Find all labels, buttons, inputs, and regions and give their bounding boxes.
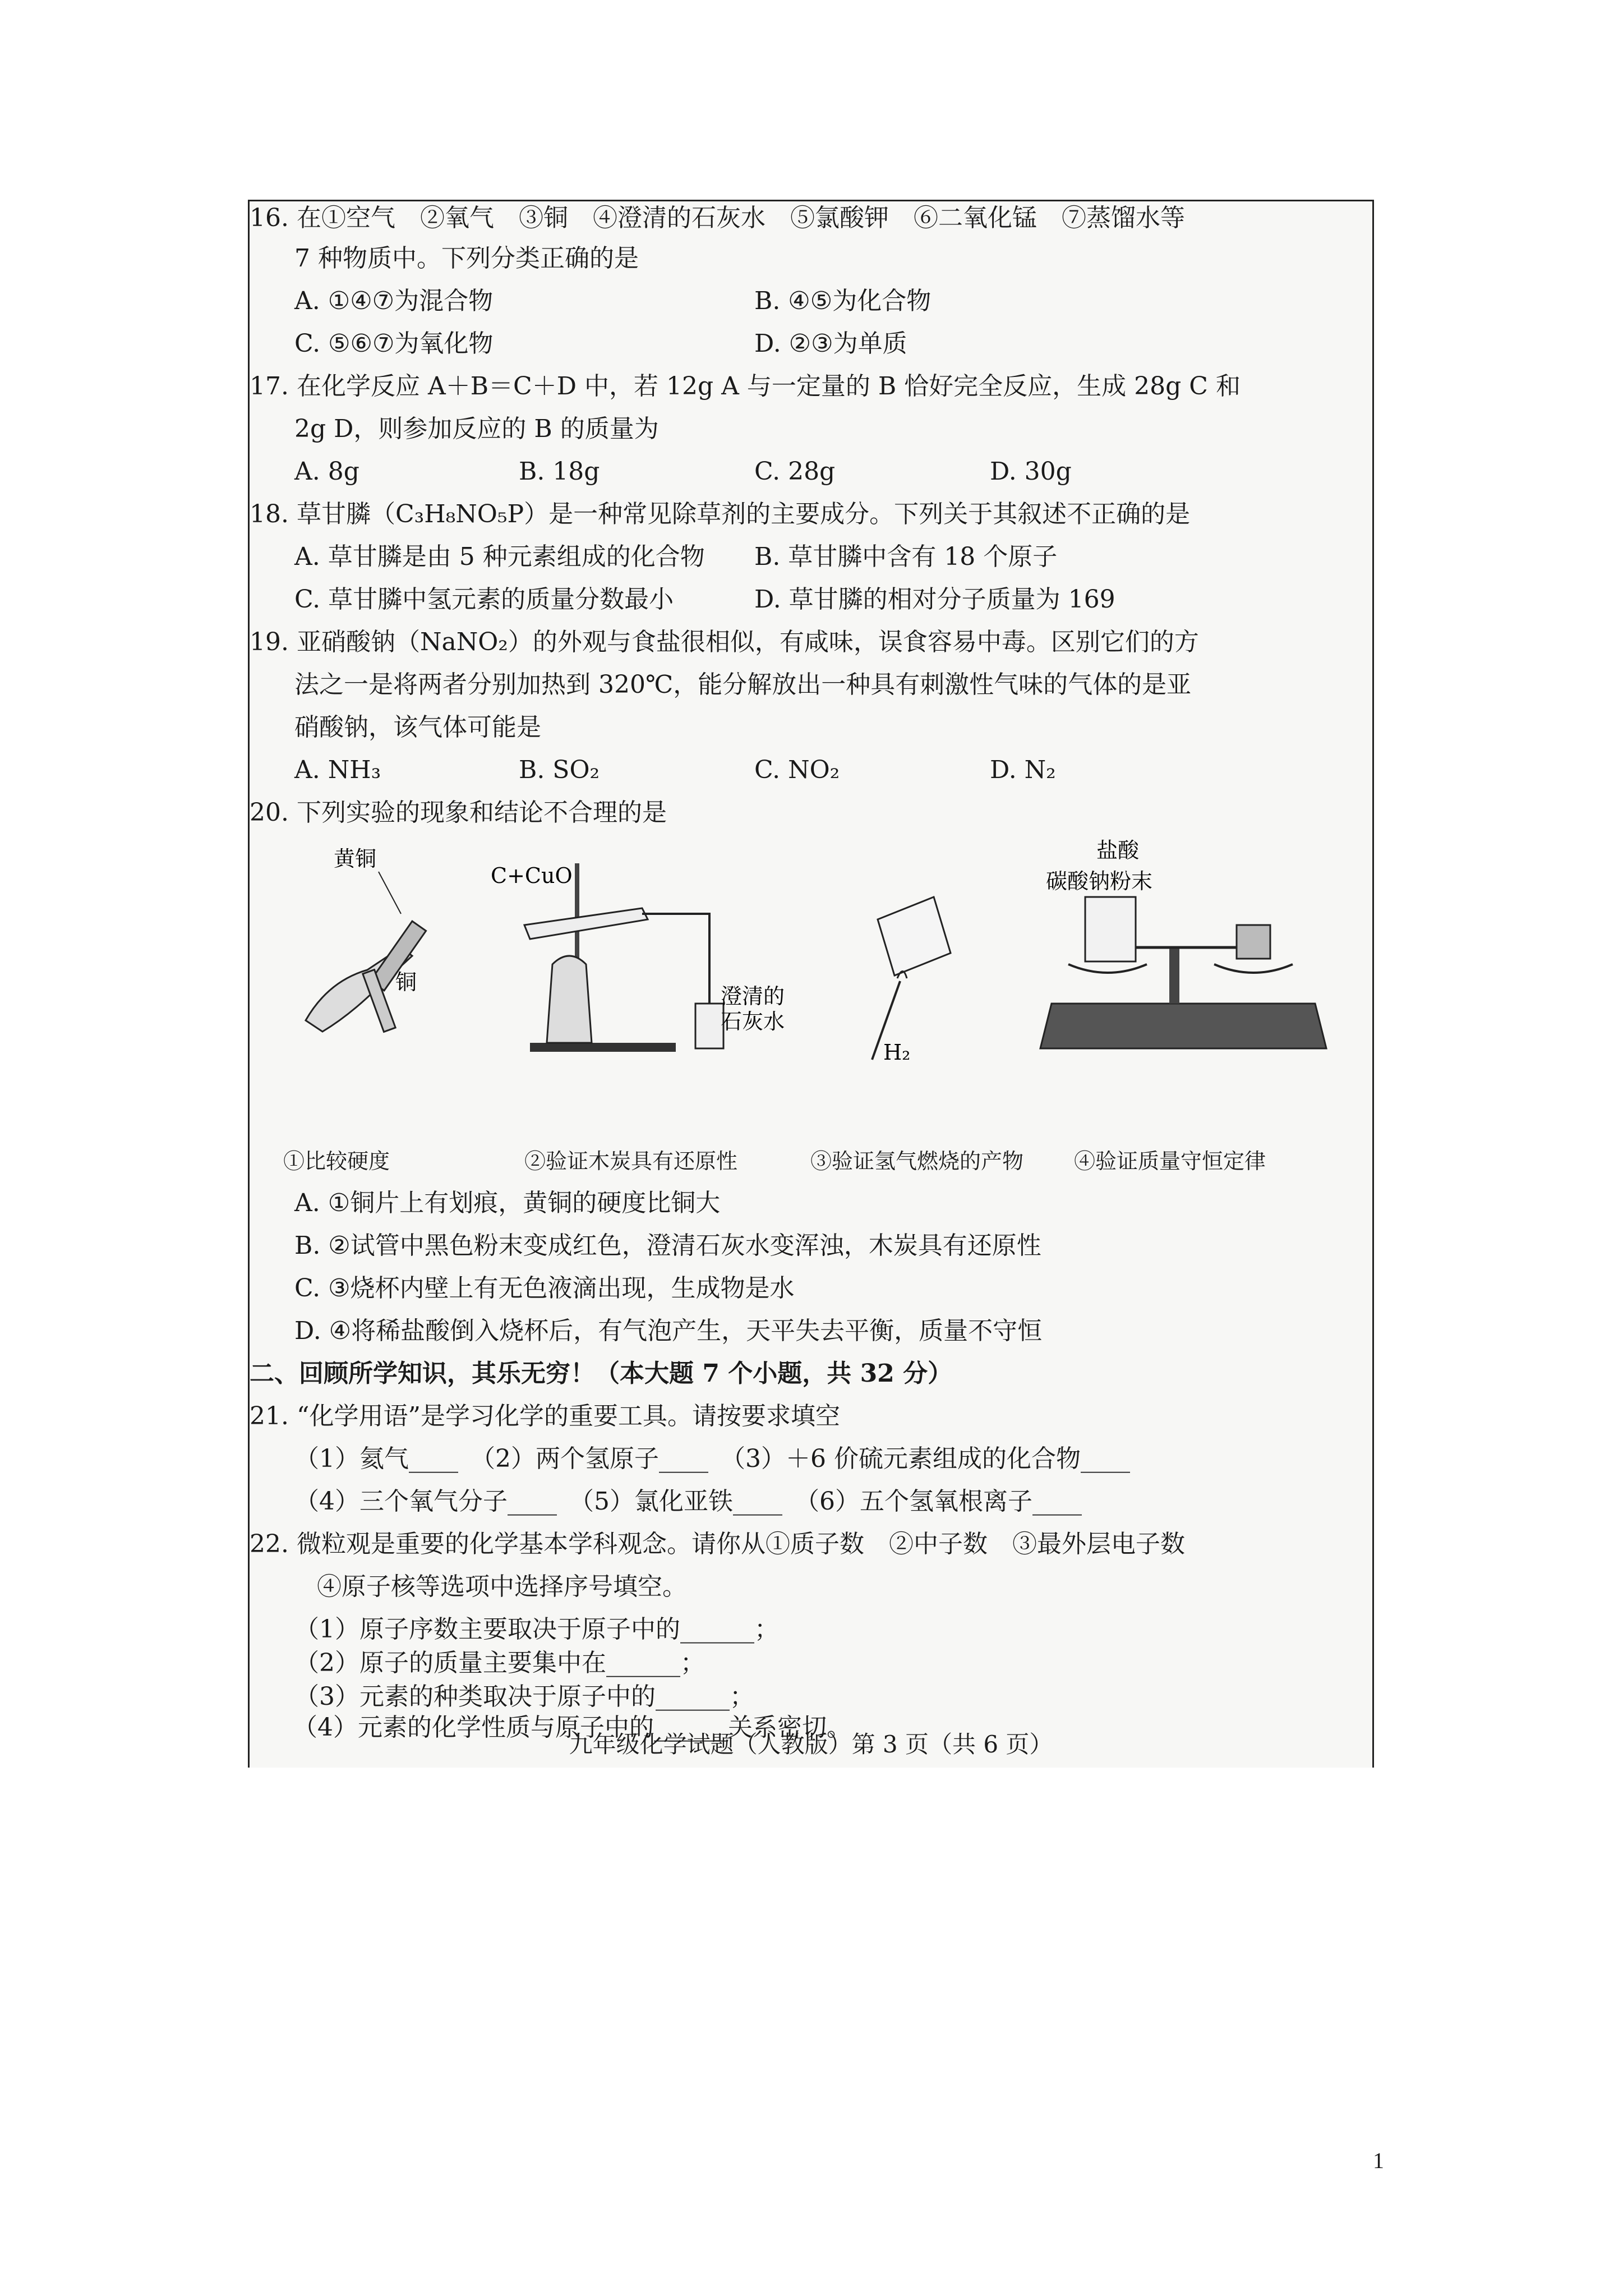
label-limewater-2: 石灰水 [721, 1009, 785, 1034]
q21-blanks-line2: （4）三个氧气分子____ （5）氯化亚铁____ （6）五个氢氧根离子____ [294, 1487, 1082, 1516]
q20-option-a: A. ①铜片上有划痕，黄铜的硬度比铜大 [294, 1189, 721, 1217]
q19-stem-line3: 硝酸钠，该气体可能是 [294, 713, 541, 742]
caption-exp4: ④验证质量守恒定律 [1074, 1149, 1266, 1174]
q17-option-d: D. 30g [990, 457, 1072, 486]
q16-option-d: D. ②③为单质 [754, 329, 907, 358]
exp1-hardness-illustration [306, 846, 426, 1032]
q20-option-b: B. ②试管中黑色粉末变成红色，澄清石灰水变浑浊，木炭具有还原性 [294, 1231, 1041, 1260]
q16-option-a: A. ①④⑦为混合物 [294, 287, 494, 315]
q18-option-a: A. 草甘膦是由 5 种元素组成的化合物 [294, 542, 705, 571]
exp4-balance [1040, 838, 1326, 1048]
label-brass: 黄铜 [334, 846, 377, 871]
q22-part-4: （4）元素的化学性质与原子中的______关系密切。 [293, 1713, 851, 1742]
caption-exp2: ②验证木炭具有还原性 [524, 1149, 738, 1174]
q17-stem-line1: 17. 在化学反应 A＋B＝C＋D 中，若 12g A 与一定量的 B 恰好完全反应，生成 28g C 和 [250, 372, 1241, 401]
q20-option-d: D. ④将稀盐酸倒入烧杯后，有气泡产生，天平失去平衡，质量不守恒 [294, 1317, 1043, 1345]
q16-option-b: B. ④⑤为化合物 [754, 287, 932, 315]
q20-option-c: C. ③烧杯内壁上有无色液滴出现，生成物是水 [294, 1274, 795, 1303]
caption-exp1: ①比较硬度 [283, 1149, 390, 1174]
q21-blanks-line1: （1）氦气____ （2）两个氢原子____ （3）＋6 价硫元素组成的化合物____ [294, 1444, 1130, 1473]
q18-option-d: D. 草甘膦的相对分子质量为 169 [754, 585, 1115, 614]
q16-option-c: C. ⑤⑥⑦为氧化物 [294, 329, 494, 358]
label-c-cuo: C+CuO [491, 863, 573, 888]
q18-option-c: C. 草甘膦中氢元素的质量分数最小 [294, 585, 674, 614]
q22-stem-line2: ④原子核等选项中选择序号填空。 [317, 1572, 687, 1601]
caption-exp3: ③验证氢气燃烧的产物 [810, 1149, 1024, 1174]
page-number: 1 [1373, 2148, 1384, 2173]
page-footer: 九年级化学试题（人教版）第 3 页（共 6 页） [569, 1731, 1053, 1758]
q20-experiment-figure [283, 835, 1338, 1127]
q17-option-a: A. 8g [294, 457, 359, 486]
label-h2: H₂ [883, 1040, 911, 1065]
q19-option-a: A. NH₃ [294, 756, 381, 784]
label-copper: 铜 [395, 970, 417, 995]
q19-stem-line2: 法之一是将两者分别加热到 320℃，能分解放出一种具有刺激性气味的气体的是亚 [294, 670, 1192, 699]
q16-stem-line2: 7 种物质中。下列分类正确的是 [294, 244, 639, 273]
q17-option-c: C. 28g [754, 457, 836, 486]
q21-stem: 21. “化学用语”是学习化学的重要工具。请按要求填空 [250, 1402, 840, 1430]
q19-option-d: D. N₂ [990, 756, 1056, 784]
label-hcl: 盐酸 [1096, 838, 1140, 863]
exp3-hydrogen-combustion [872, 897, 951, 1065]
q19-option-c: C. NO₂ [754, 756, 840, 784]
label-na2co3: 碳酸钠粉末 [1046, 869, 1153, 894]
q22-stem-line1: 22. 微粒观是重要的化学基本学科观念。请你从①质子数 ②中子数 ③最外层电子数 [250, 1530, 1185, 1558]
exp2-reduction-apparatus [491, 863, 785, 1052]
q22-part-3: （3）元素的种类取决于原子中的______； [294, 1682, 754, 1711]
q22-part-2: （2）原子的质量主要集中在______； [294, 1649, 705, 1677]
q19-stem-line1: 19. 亚硝酸钠（NaNO₂）的外观与食盐很相似，有咸味，误食容易中毒。区别它们的方 [250, 628, 1199, 656]
label-limewater-1: 澄清的 [721, 984, 785, 1009]
q17-stem-line2: 2g D，则参加反应的 B 的质量为 [294, 415, 659, 443]
q22-part-1: （1）原子序数主要取决于原子中的______； [294, 1615, 779, 1644]
q19-option-b: B. SO₂ [519, 756, 600, 784]
q20-stem: 20. 下列实验的现象和结论不合理的是 [250, 798, 667, 827]
q18-stem: 18. 草甘膦（C₃H₈NO₅P）是一种常见除草剂的主要成分。下列关于其叙述不正确的是 [250, 500, 1191, 528]
scanned-exam-page [248, 200, 1374, 1768]
q18-option-b: B. 草甘膦中含有 18 个原子 [754, 542, 1058, 571]
q16-stem-line1: 16. 在①空气 ②氧气 ③铜 ④澄清的石灰水 ⑤氯酸钾 ⑥二氧化锰 ⑦蒸馏水等 [250, 204, 1185, 232]
q17-option-b: B. 18g [519, 457, 600, 486]
section-2-heading: 二、回顾所学知识，其乐无穷！（本大题 7 个小题，共 32 分） [250, 1359, 953, 1388]
